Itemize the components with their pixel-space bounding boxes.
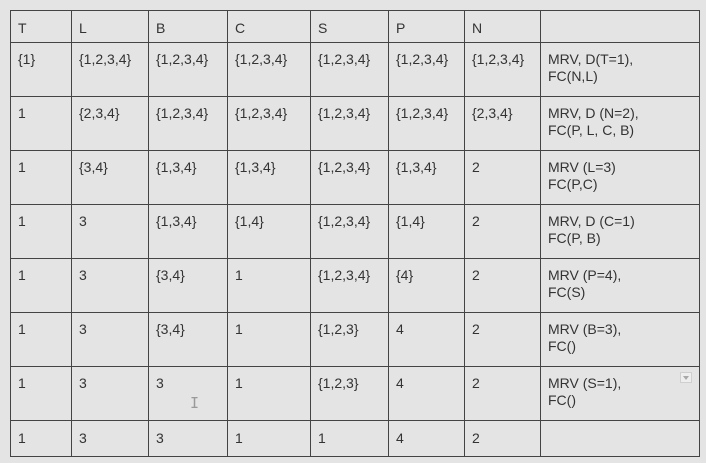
- cell-c[interactable]: {1,2,3,4}: [228, 97, 311, 151]
- cell-s[interactable]: 1: [311, 421, 389, 457]
- note-line: FC(P, B): [548, 230, 601, 246]
- cell-t[interactable]: 1: [11, 367, 72, 421]
- cell-note[interactable]: [541, 421, 700, 457]
- cell-c[interactable]: {1,4}: [228, 205, 311, 259]
- cell-p[interactable]: {1,2,3,4}: [389, 43, 465, 97]
- cell-c[interactable]: 1: [228, 421, 311, 457]
- cell-note[interactable]: [541, 367, 700, 421]
- cell-s[interactable]: {1,2,3,4}: [311, 97, 389, 151]
- note-line: FC(P, L, C, B): [548, 122, 635, 138]
- cell-b[interactable]: {3,4}: [149, 313, 228, 367]
- cell-n[interactable]: 2: [465, 205, 541, 259]
- cell-n[interactable]: {1,2,3,4}: [465, 43, 541, 97]
- note-line: MRV (P=4),: [548, 267, 622, 283]
- cell-c[interactable]: {1,2,3,4}: [228, 43, 311, 97]
- cell-l[interactable]: {2,3,4}: [72, 97, 149, 151]
- note-line: MRV (S=1),: [548, 375, 622, 391]
- note-line: MRV, D (N=2),: [548, 105, 639, 121]
- cell-p[interactable]: {1,4}: [389, 205, 465, 259]
- cell-l[interactable]: 3: [72, 205, 149, 259]
- cell-l[interactable]: 3: [72, 259, 149, 313]
- cell-s[interactable]: {1,2,3}: [311, 367, 389, 421]
- cell-s[interactable]: {1,2,3,4}: [311, 43, 389, 97]
- cell-n[interactable]: 2: [465, 421, 541, 457]
- header-cell-p[interactable]: P: [389, 11, 465, 43]
- header-row: [11, 11, 700, 43]
- cell-c[interactable]: 1: [228, 259, 311, 313]
- table-row: [11, 151, 700, 205]
- cell-b[interactable]: {1,2,3,4}: [149, 43, 228, 97]
- cell-note[interactable]: [541, 97, 700, 151]
- cell-l[interactable]: 3: [72, 367, 149, 421]
- cell-t[interactable]: 1: [11, 259, 72, 313]
- cell-n[interactable]: {2,3,4}: [465, 97, 541, 151]
- cell-note[interactable]: [541, 313, 700, 367]
- cell-note[interactable]: [541, 43, 700, 97]
- dropdown-arrow-icon[interactable]: [680, 372, 692, 383]
- cell-t[interactable]: 1: [11, 421, 72, 457]
- note-line: MRV, D (C=1): [548, 213, 635, 229]
- cell-l[interactable]: 3: [72, 313, 149, 367]
- table-row: [11, 313, 700, 367]
- cell-b[interactable]: {1,2,3,4}: [149, 97, 228, 151]
- cell-l[interactable]: 3: [72, 421, 149, 457]
- cell-n[interactable]: 2: [465, 313, 541, 367]
- header-cell-notes[interactable]: [541, 11, 700, 43]
- cell-t[interactable]: 1: [11, 97, 72, 151]
- cell-p[interactable]: 4: [389, 421, 465, 457]
- cell-s[interactable]: {1,2,3,4}: [311, 205, 389, 259]
- cell-b[interactable]: 3: [149, 421, 228, 457]
- cell-c[interactable]: 1: [228, 313, 311, 367]
- table-row: [11, 367, 700, 421]
- note-line: FC(): [548, 392, 576, 408]
- csp-trace-table: [10, 10, 700, 457]
- header-cell-c[interactable]: C: [228, 11, 311, 43]
- cell-t[interactable]: 1: [11, 151, 72, 205]
- cell-p[interactable]: {4}: [389, 259, 465, 313]
- cell-n[interactable]: 2: [465, 151, 541, 205]
- cell-n[interactable]: 2: [465, 259, 541, 313]
- note-line: FC(P,C): [548, 176, 598, 192]
- cell-p[interactable]: 4: [389, 367, 465, 421]
- cell-t[interactable]: 1: [11, 313, 72, 367]
- header-cell-s[interactable]: S: [311, 11, 389, 43]
- header-cell-l[interactable]: L: [72, 11, 149, 43]
- text-cursor-icon: I: [190, 394, 200, 412]
- cell-note[interactable]: [541, 151, 700, 205]
- header-cell-n[interactable]: N: [465, 11, 541, 43]
- cell-note[interactable]: [541, 205, 700, 259]
- table-row: [11, 205, 700, 259]
- note-line: MRV (L=3): [548, 159, 616, 175]
- cell-b[interactable]: {3,4}: [149, 259, 228, 313]
- cell-s[interactable]: {1,2,3,4}: [311, 259, 389, 313]
- note-line: MRV, D(T=1),: [548, 51, 634, 67]
- cell-t[interactable]: {1}: [11, 43, 72, 97]
- cell-p[interactable]: {1,3,4}: [389, 151, 465, 205]
- note-line: FC(): [548, 338, 576, 354]
- table-row: [11, 259, 700, 313]
- header-cell-t[interactable]: T: [11, 11, 72, 43]
- cell-p[interactable]: {1,2,3,4}: [389, 97, 465, 151]
- table-row: [11, 43, 700, 97]
- cell-n[interactable]: 2: [465, 367, 541, 421]
- table-row: [11, 97, 700, 151]
- cell-b[interactable]: {1,3,4}: [149, 205, 228, 259]
- cell-b[interactable]: {1,3,4}: [149, 151, 228, 205]
- cell-t[interactable]: 1: [11, 205, 72, 259]
- header-cell-b[interactable]: B: [149, 11, 228, 43]
- cell-s[interactable]: {1,2,3}: [311, 313, 389, 367]
- cell-l[interactable]: {3,4}: [72, 151, 149, 205]
- cell-s[interactable]: {1,2,3,4}: [311, 151, 389, 205]
- cell-note[interactable]: [541, 259, 700, 313]
- cell-l[interactable]: {1,2,3,4}: [72, 43, 149, 97]
- cell-p[interactable]: 4: [389, 313, 465, 367]
- cell-c[interactable]: {1,3,4}: [228, 151, 311, 205]
- note-line: MRV (B=3),: [548, 321, 622, 337]
- note-line: FC(N,L): [548, 68, 598, 84]
- note-line: FC(S): [548, 284, 586, 300]
- cell-b[interactable]: 3: [149, 367, 228, 421]
- cell-c[interactable]: 1: [228, 367, 311, 421]
- table-row: [11, 421, 700, 457]
